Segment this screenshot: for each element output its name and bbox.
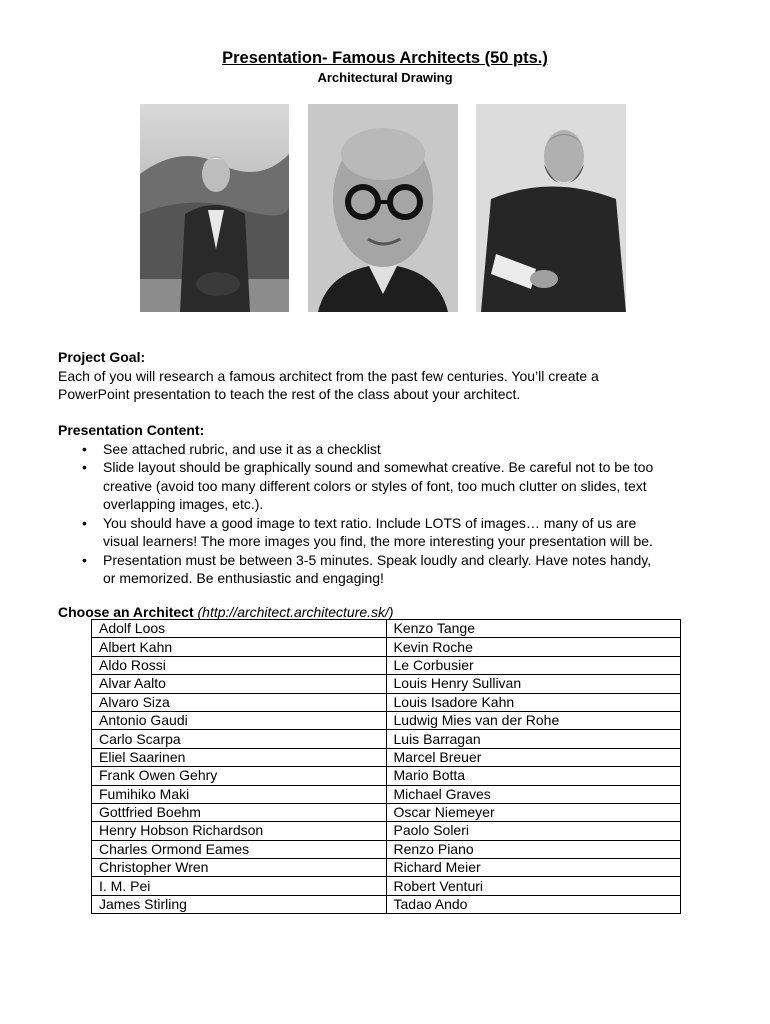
page-title: Presentation- Famous Architects (50 pts.) — [222, 49, 548, 67]
page-subtitle: Architectural Drawing — [317, 70, 453, 85]
architect-cell-right: Kevin Roche — [386, 638, 681, 656]
architect-cell-left: Gottfried Boehm — [92, 803, 387, 821]
bullet-text-line: Slide layout should be graphically sound and somewhat creative. Be careful not to be too — [103, 459, 654, 475]
table-row — [92, 693, 681, 711]
table-row — [92, 748, 681, 766]
content-bullet-2 — [58, 458, 718, 514]
architect-cell-right: Mario Botta — [386, 767, 681, 785]
bullet-text-line: creative (avoid too many different colors or styles of font, too much clutter on slides, text — [103, 477, 647, 494]
architect-cell-left: Charles Ormond Eames — [92, 840, 387, 858]
table-row — [92, 767, 681, 785]
architect-cell-left: Adolf Loos — [92, 620, 387, 638]
architect-cell-left: I. M. Pei — [92, 877, 387, 895]
bullet-text-line: See attached rubric, and use it as a checklist — [103, 440, 381, 457]
architect-cell-right: Tadao Ando — [386, 895, 681, 913]
architect-cell-right: Oscar Niemeyer — [386, 803, 681, 821]
architect-cell-left: Fumihiko Maki — [92, 785, 387, 803]
table-row — [92, 822, 681, 840]
content-bullet-4 — [58, 551, 718, 588]
table-row — [92, 840, 681, 858]
table-row — [92, 895, 681, 913]
architect-cell-right: Richard Meier — [386, 859, 681, 877]
bullet-icon: • — [82, 459, 87, 475]
project-goal-heading: Project Goal: — [58, 349, 146, 365]
table-row — [92, 730, 681, 748]
bullet-text-line: Presentation must be between 3-5 minutes. Speak loudly and clearly. Have notes handy, — [103, 551, 652, 568]
architect-photo-center — [308, 104, 458, 312]
table-row — [92, 785, 681, 803]
architect-cell-left: Antonio Gaudi — [92, 711, 387, 729]
architect-cell-right: Marcel Breuer — [386, 748, 681, 766]
architect-table — [91, 619, 681, 914]
architect-cell-right: Kenzo Tange — [386, 620, 681, 638]
architect-cell-left: Aldo Rossi — [92, 656, 387, 674]
project-goal-line-1: Each of you will research a famous architect from the past few centuries. You’ll create a — [58, 367, 599, 384]
content-bullet-3 — [58, 514, 718, 551]
architect-cell-left: Christopher Wren — [92, 859, 387, 877]
architect-cell-left: Albert Kahn — [92, 638, 387, 656]
architect-source-url[interactable]: (http://architect.architecture.sk/) — [197, 604, 394, 620]
project-goal-section — [58, 348, 718, 404]
architect-cell-right: Robert Venturi — [386, 877, 681, 895]
table-row — [92, 859, 681, 877]
bullet-text-line: overlapping images, etc.). — [103, 496, 264, 512]
bullet-text-line: You should have a good image to text ratio. Include LOTS of images… many of us are — [103, 514, 637, 531]
bullet-icon: • — [82, 440, 87, 457]
architect-cell-left: Alvaro Siza — [92, 693, 387, 711]
architect-cell-left: Carlo Scarpa — [92, 730, 387, 748]
architect-cell-left: Henry Hobson Richardson — [92, 822, 387, 840]
presentation-content-heading: Presentation Content: — [58, 422, 205, 438]
presentation-content-list — [58, 440, 718, 588]
architect-cell-right: Le Corbusier — [386, 656, 681, 674]
project-goal-line-2: PowerPoint presentation to teach the rest of the class about your architect. — [58, 386, 521, 402]
architect-cell-left: Eliel Saarinen — [92, 748, 387, 766]
architect-cell-right: Louis Henry Sullivan — [386, 675, 681, 693]
architect-cell-right: Luis Barragan — [386, 730, 681, 748]
table-row — [92, 803, 681, 821]
table-row — [92, 877, 681, 895]
architect-cell-left: Frank Owen Gehry — [92, 767, 387, 785]
bullet-icon: • — [82, 551, 87, 568]
table-row — [92, 675, 681, 693]
architect-cell-left: James Stirling — [92, 895, 387, 913]
architect-cell-right: Ludwig Mies van der Rohe — [386, 711, 681, 729]
table-row — [92, 711, 681, 729]
architect-cell-right: Paolo Soleri — [386, 822, 681, 840]
architect-cell-left: Alvar Aalto — [92, 675, 387, 693]
table-row — [92, 656, 681, 674]
table-row — [92, 620, 681, 638]
presentation-content-section — [58, 421, 718, 588]
bullet-text-line: visual learners! The more images you find, the more interesting your presentation will be. — [103, 533, 653, 549]
architect-cell-right: Michael Graves — [386, 785, 681, 803]
table-row — [92, 638, 681, 656]
architect-photo-left — [140, 104, 289, 312]
bullet-text-line: or memorized. Be enthusiastic and engaging! — [103, 570, 384, 586]
architect-photo-right — [476, 104, 626, 312]
architect-cell-right: Louis Isadore Kahn — [386, 693, 681, 711]
choose-architect-heading: Choose an Architect — [58, 604, 194, 620]
bullet-icon: • — [82, 514, 87, 531]
architect-cell-right: Renzo Piano — [386, 840, 681, 858]
content-bullet-1 — [58, 440, 718, 459]
